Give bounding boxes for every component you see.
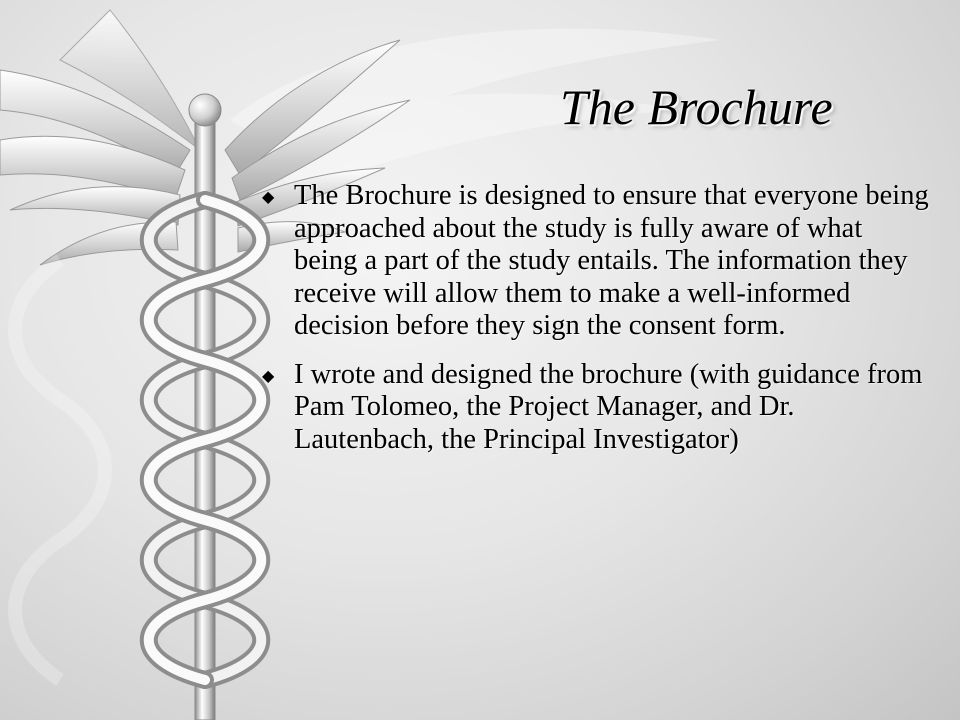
list-item [262, 180, 932, 343]
bullet-text: I wrote and designed the brochure (with guidance from Pam Tolomeo, the Project Manager, and Dr. Lautenbach, the Principal Investigator) [294, 358, 923, 455]
bullet-text: The Brochure is designed to ensure that everyone being approached about the study is fully aware of what being a part of the study entails. The information they receive will allow them to make a well-informed decision before they sign the consent form. [294, 180, 929, 341]
bullet-list [262, 180, 932, 472]
diamond-bullet-icon: ◆ [262, 189, 275, 206]
slide-title: The Brochure [560, 79, 833, 135]
list-item [262, 359, 932, 457]
diamond-bullet-icon: ◆ [262, 367, 275, 385]
